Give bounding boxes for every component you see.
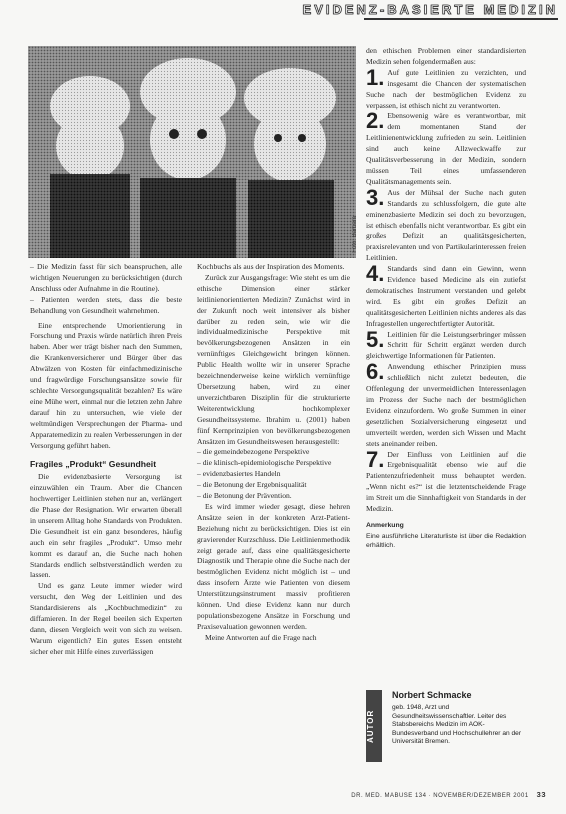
author-tag: AUTOR [366, 690, 382, 762]
list-item: – die Betonung der Ergebnisqualität [197, 480, 307, 490]
author-name: Norbert Schmacke [392, 690, 472, 700]
page-footer [351, 790, 546, 799]
numbered-point-2: 2. Ebensowenig wäre es verantwortbar, mit dem momentanen Stand der Leitlinienentwicklung zufrieden zu sein. Leitlinien sind auch keine Allzweckwaffe zur Qualitätsverbesserung in der Medizin, sondern müssen Teil eines umfassenderen Qualitätsmanagements sein. [366, 108, 526, 186]
section-header: EVIDENZ-BASIERTE MEDIZIN [302, 2, 558, 17]
note-title: Anmerkung [366, 521, 404, 529]
column-2 [197, 262, 350, 644]
numbered-point-5: 5. Leitlinien für die Leistungserbringer müssen Schritt für Schritt ergänzt werden durch gleichwertige Informationen für Patienten. [366, 326, 526, 361]
page-number: 33 [536, 790, 546, 799]
numbered-point-3: 3. Aus der Mühsal der Suche nach guten Standards zu schlussfolgern, die gute alte eminenzbasierte Medizin sei doch zu bevorzugen, ist ethisch ebenfalls nicht verantwortbar. Es gibt ein großes Defizit an qualitätsgesicherten, praxisrelevanten und von Partikularinteressen freien Leitlinien. [366, 184, 526, 263]
note-text: Eine ausführliche Literaturliste ist über die Redaktion erhältlich. [366, 532, 526, 549]
author-box [366, 690, 526, 782]
author-bio: geb. 1948, Arzt und Gesundheitswissenschaftler. Leiter des Stabsbereichs Medizin im AOK-Bundesverband und Hochschullehrer an der Universität Bremen. [392, 704, 522, 746]
list-item: – die Betonung der Prävention. [197, 491, 292, 501]
paragraph: Zurück zur Ausgangsfrage: Wie steht es um die ethische Dimension einer stärker leitlinienorientierten Medizin? Zunächst wird in der Zukunft noch weit intensiver als bisher darüber zu reden sein, wie wir die individualmedizinische Perspektive mit bevölkerungsbezogenen Ansätzen in ein vernünftiges Gleichgewicht bringen können. Public Health wollte wir in unserer Sprache bezeichnenderweise keine wirklich vernünftige Übersetzung haben, wird zu einer unverzichtbaren Disziplin für die strukturierte Weiterentwicklung hochkomplexer Gesundheitssysteme. Ibrahim u. (2001) haben fünf Kernprinzipien von bevölkerungsbezogenen Ansätzen im Gesundheitswesen herausgestellt: [197, 272, 350, 446]
numbered-point-1: 1. Auf gute Leitlinien zu verzichten, und insgesamt die Chancen der systematischen Suche nach der bestmöglichen Evidenz zu verpassen, ist ethisch nicht zu verantworten. [366, 64, 526, 110]
bullet-2: – Patienten werden stets, dass die beste Behandlung von Gesundheit wahrnehmen. [30, 294, 182, 315]
numbered-point-4: 4. Standards sind dann ein Gewinn, wenn Evidence based Medicine als ein zutiefst demokratisches Instrument verstanden und gelebt wird. Es gibt ein großes Defizit an qualitätsgesicherten Leitlinien nichts anderes als das Infragestellen ungerechtfertigter Autorität. [366, 261, 526, 328]
numbered-point-7: 7. Der Einfluss von Leitlinien auf die Ergebnisqualität ebenso wie auf die Patientenzufriedenheit muss behauptet werden. „Wenn nicht es?“ ist die letztentscheidende Frage im Streit um die Sinnhaftigkeit von Standards in der Medizin. [366, 446, 526, 514]
list-item: – die gemeindebezogene Perspektive [197, 447, 310, 457]
paragraph: Eine entsprechende Umorientierung in Forschung und Praxis würde natürlich ihren Preis haben. Aber wer trägt bisher nach den Summen, die Krankenversicherer und Bürger über das Abwälzen von Kosten für einfachmedizinische und fragwürdige Forschungsansätze sowie für schlechte Versorgungsqualität bezahlen? Es wäre eine Mühe wert, einmal nur die letzten zehn Jahre darauf hin zu untersuchen, wie viele der weltmündigen Versprechungen der Pharma- und Apparatemedizin zu realen Verbesserungen in der Versorgung geführt haben. [30, 320, 182, 450]
paragraph: Meine Antworten auf die Frage nach [205, 632, 317, 642]
paragraph: Es wird immer wieder gesagt, diese hehren Ansätze seien in der konkreten Arzt-Patient-Beziehung nicht zu berücksichtigen. Dies ist ein gravierender Kurzschluss. Die Leitlinienmethodik zeigt gerade auf, dass eine qualitätsgesicherte Diagnostik und Therapie ohne die Suche nach der bestmöglichen Evidenz nicht möglich ist – und dass insofern Ärzte wie Patienten von diesem Unterstützungsinstrument massiv profitieren können. Und diese Evidenz kann nur durch populationsbezogene Ansätze in Forschung und Praxisevaluation gewonnen werden. [197, 501, 350, 631]
column-3 [366, 46, 526, 550]
photo-credit: Foto: Barbara [352, 216, 358, 253]
paragraph: den ethischen Problemen einer standardisierten Medizin sehen folgendermaßen aus: [366, 46, 526, 66]
subheading: Fragiles „Produkt“ Gesundheit [30, 459, 157, 470]
footer-publication: DR. MED. MABUSE 134 · NOVEMBER/DEZEMBER 2001 [351, 793, 529, 799]
bullet-1: – Die Medizin fasst für sich beanspruchen, alle wichtigen Neuerungen zu berücksichtigen (durch Anschluss oder Aufnahme in die Routine). [30, 262, 182, 293]
paragraph: Kochbuchs als aus der Inspiration des Moments. [197, 262, 345, 271]
article-photo [28, 46, 356, 258]
list-item: – die klinisch-epidemiologische Perspektive [197, 458, 332, 468]
header-rule [364, 18, 558, 20]
paragraph: Und es ganz Leute immer wieder wird versucht, den Weg der Leitlinien und des Standardisierens als „Kochbuchmedizin“ zu diffamieren. In der Regel beeilen sich Experten dann, diesen Vergleich weit von sich zu weisen. Warum eigentlich? Ein gutes Essen entsteht sicher eher mit Hilfe eines zuverlässigen [30, 581, 182, 656]
paragraph: Die evidenzbasierte Versorgung ist einzuwählen ein Traum. Aber die Chancen hochwertiger Leitlinien stehen nur an, verlängert die Phase der Resignation. Wir erwarten überall in unserem Alltag hohe Standards von Produkten. Die Gesundheit ist ein ganz besonderes, häufig auch ein sehr fragiles „Produkt“. Umso mehr kommt es darauf an, die Suche nach hohen Standards endlich selbstverständlich werden zu lassen. [30, 472, 182, 580]
numbered-point-6: 6. Anwendung ethischer Prinzipien muss schließlich nicht zuletzt bedeuten, die Offenlegung der unvermeidlichen Interessenlagen im Prozess der Suche nach der bestmöglichen Evidenz einzufordern. Wo große Summen in einer gesetzlichen Sozialversicherung eingesetzt und umverteilt werden, werden sich Wissen und Macht stets aneinander reiben. [366, 359, 526, 448]
column-1 [30, 262, 182, 658]
list-item: – evidenzbasiertes Handeln [197, 469, 281, 479]
photo-illustration [28, 46, 356, 258]
